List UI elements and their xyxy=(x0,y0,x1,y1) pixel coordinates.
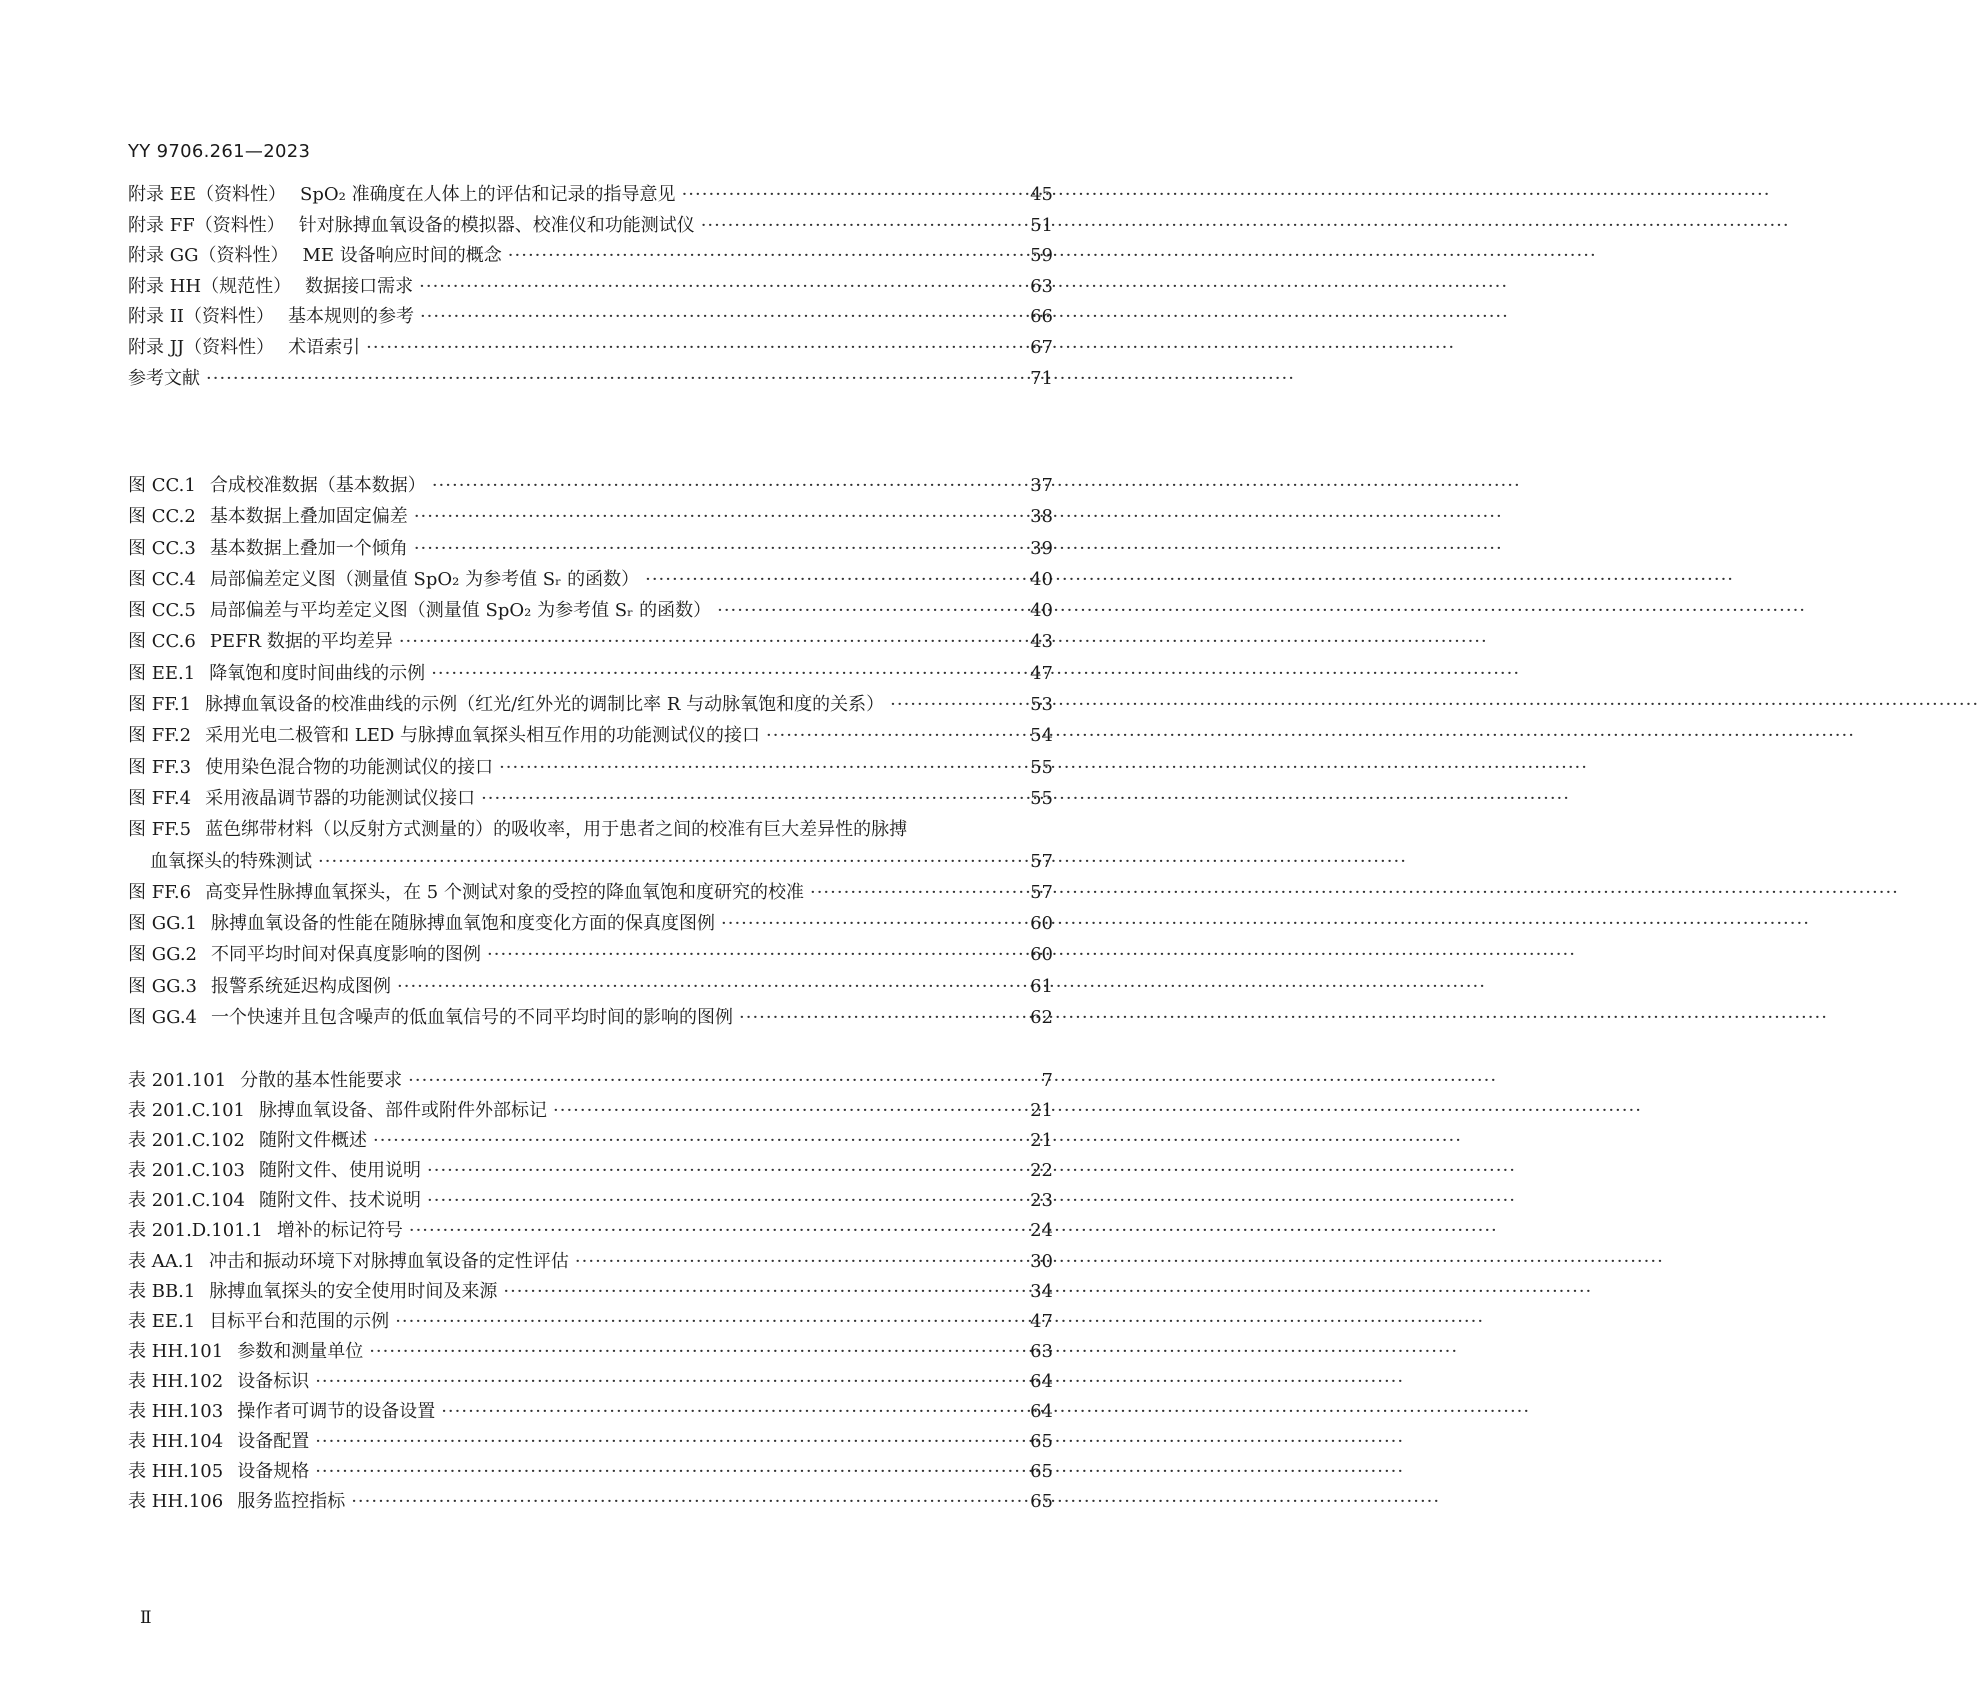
toc-entry-title: 局部偏差定义图（测量值 SpO₂ 为参考值 Sᵣ 的函数） xyxy=(209,568,640,590)
toc-entry-page: 60 xyxy=(1030,944,1053,966)
toc-entry-prefix: 表 HH.106 xyxy=(128,1491,224,1513)
toc-entry-page: 64 xyxy=(1030,1401,1053,1423)
toc-entry[interactable] xyxy=(128,211,1053,242)
toc-entry-page: 7 xyxy=(1041,1070,1053,1091)
toc-entry-title: 一个快速并且包含噪声的低血氧信号的不同平均时间的影响的图例 xyxy=(211,1007,734,1029)
toc-entry[interactable] xyxy=(128,1186,1053,1216)
toc-entry[interactable] xyxy=(128,1427,1053,1457)
dot-leader xyxy=(890,689,1024,720)
toc-entry[interactable] xyxy=(128,272,1053,303)
dot-leader xyxy=(553,1096,1024,1126)
toc-entry[interactable] xyxy=(128,908,1053,939)
toc-entry-prefix: 表 HH.101 xyxy=(128,1340,224,1362)
toc-entry-prefix: 参考文献 xyxy=(128,367,200,389)
toc-entry-title: 蓝色绑带材料（以反射方式测量的）的吸收率，用于患者之间的校准有巨大差异性的脉搏 xyxy=(205,819,908,841)
toc-entry-prefix: 图 GG.2 xyxy=(128,944,198,966)
toc-entry-title: PEFR 数据的平均差异 xyxy=(209,631,393,653)
toc-figures xyxy=(128,470,1053,1033)
toc-entry-page: 55 xyxy=(1030,756,1053,778)
toc-entry-title: 分散的基本性能要求 xyxy=(240,1070,403,1091)
toc-entry-title: 随附文件、使用说明 xyxy=(259,1160,422,1182)
toc-entry-prefix: 表 HH.104 xyxy=(128,1431,224,1453)
toc-entry-page: 53 xyxy=(1030,694,1053,716)
dot-leader xyxy=(645,564,1024,595)
dot-leader xyxy=(409,1216,1024,1246)
toc-entry-prefix: 附录 GG（资料性） xyxy=(128,245,289,267)
toc-entry-title: 不同平均时间对保真度影响的图例 xyxy=(211,944,482,966)
toc-entry-page: 62 xyxy=(1030,1007,1053,1029)
toc-entry[interactable] xyxy=(128,595,1053,626)
toc-entry[interactable] xyxy=(128,533,1053,564)
toc-entry-title: ME 设备响应时间的概念 xyxy=(302,245,502,267)
dot-leader xyxy=(487,939,1024,970)
toc-entry-prefix: 图 CC.6 xyxy=(128,631,196,653)
toc-entry[interactable] xyxy=(128,1397,1053,1427)
dot-leader xyxy=(682,180,1025,211)
toc-entry[interactable] xyxy=(128,302,1053,333)
toc-entry-page: 43 xyxy=(1030,631,1053,653)
toc-entry-continuation[interactable] xyxy=(128,846,1053,877)
toc-entry-prefix: 图 CC.3 xyxy=(128,537,196,559)
dot-leader xyxy=(366,333,1024,364)
toc-entry[interactable] xyxy=(128,783,1053,814)
toc-entry-title: 基本规则的参考 xyxy=(287,306,414,328)
dot-leader xyxy=(766,720,1024,751)
toc-entry-references[interactable] xyxy=(128,364,1053,395)
toc-entry-prefix: 图 FF.3 xyxy=(128,756,192,778)
dot-leader xyxy=(395,1307,1024,1337)
toc-entry-page: 66 xyxy=(1030,306,1053,328)
toc-entry[interactable] xyxy=(128,658,1053,689)
toc-entry-prefix: 图 FF.2 xyxy=(128,725,192,747)
toc-entry-prefix: 附录 HH（规范性） xyxy=(128,275,292,297)
toc-entry-page: 22 xyxy=(1030,1160,1053,1182)
toc-entry[interactable] xyxy=(128,241,1053,272)
toc-entry-prefix: 表 HH.103 xyxy=(128,1401,224,1423)
toc-entry-title: 冲击和振动环境下对脉搏血氧设备的定性评估 xyxy=(208,1250,569,1272)
dot-leader xyxy=(318,846,1024,877)
toc-entry-title: 设备标识 xyxy=(237,1370,310,1392)
toc-entry[interactable] xyxy=(128,1247,1053,1277)
toc-entry-page: 65 xyxy=(1030,1461,1053,1483)
toc-entry-page: 51 xyxy=(1030,214,1053,236)
toc-entry-page: 65 xyxy=(1030,1431,1053,1453)
toc-entry-title: 基本数据上叠加一个倾角 xyxy=(209,537,408,559)
dot-leader xyxy=(503,1277,1024,1307)
toc-entry-title-cont: 血氧探头的特殊测试 xyxy=(150,850,312,872)
toc-entry[interactable] xyxy=(128,1216,1053,1246)
dot-leader xyxy=(717,595,1024,626)
dot-leader xyxy=(315,1367,1024,1397)
toc-entry-prefix: 图 GG.4 xyxy=(128,1007,198,1029)
toc-appendices xyxy=(128,180,1053,394)
toc-entry-title: 高变异性脉搏血氧探头，在 5 个测试对象的受控的降血氧饱和度研究的校准 xyxy=(205,881,804,903)
dot-leader xyxy=(499,752,1024,783)
toc-entry-prefix: 图 FF.5 xyxy=(128,819,192,841)
toc-entry-title: 局部偏差与平均差定义图（测量值 SpO₂ 为参考值 Sᵣ 的函数） xyxy=(209,600,712,622)
toc-entry-prefix: 表 EE.1 xyxy=(128,1310,196,1332)
toc-entry-prefix: 表 HH.102 xyxy=(128,1370,224,1392)
toc-entry-page: 39 xyxy=(1030,537,1053,559)
toc-entry-title: 术语索引 xyxy=(288,336,361,358)
toc-entry-page: 61 xyxy=(1030,975,1053,997)
toc-entry[interactable] xyxy=(128,1277,1053,1307)
toc-entry[interactable] xyxy=(128,877,1053,908)
dot-leader xyxy=(373,1126,1024,1156)
toc-entry-title: 设备配置 xyxy=(237,1431,310,1453)
toc-entry-prefix: 表 201.101 xyxy=(128,1070,227,1091)
toc-entry[interactable] xyxy=(128,1337,1053,1367)
toc-entry-prefix: 表 HH.105 xyxy=(128,1461,224,1483)
toc-entry-page: 65 xyxy=(1030,1491,1053,1513)
toc-entry[interactable] xyxy=(128,501,1053,532)
toc-entry-title: 随附文件、技术说明 xyxy=(259,1190,422,1212)
dot-leader xyxy=(408,1066,1029,1096)
toc-entry-page: 71 xyxy=(1030,367,1053,389)
toc-entry-prefix: 图 CC.5 xyxy=(128,600,196,622)
toc-entry-multiline[interactable] xyxy=(128,814,1053,845)
toc-entry-title: 采用光电二极管和 LED 与脉搏血氧探头相互作用的功能测试仪的接口 xyxy=(205,725,761,747)
toc-entry-prefix: 图 FF.6 xyxy=(128,881,192,903)
dot-leader xyxy=(315,1457,1024,1487)
toc-entry-page: 21 xyxy=(1030,1130,1053,1152)
toc-entry-page: 40 xyxy=(1030,568,1053,590)
toc-entry-prefix: 表 201.D.101.1 xyxy=(128,1220,263,1242)
dot-leader xyxy=(481,783,1024,814)
dot-leader xyxy=(575,1247,1024,1277)
dot-leader xyxy=(414,533,1024,564)
toc-entry-page: 21 xyxy=(1030,1100,1053,1122)
toc-entry-title: 脉搏血氧设备的校准曲线的示例（红光/红外光的调制比率 R 与动脉氧饱和度的关系） xyxy=(205,694,885,716)
toc-entry-page: 67 xyxy=(1030,336,1053,358)
dot-leader xyxy=(399,626,1024,657)
dot-leader xyxy=(369,1337,1024,1367)
dot-leader xyxy=(721,908,1024,939)
dot-leader xyxy=(441,1397,1024,1427)
toc-entry[interactable] xyxy=(128,752,1053,783)
toc-entry-prefix: 附录 EE（资料性） xyxy=(128,184,287,205)
toc-entry[interactable] xyxy=(128,689,1053,720)
toc-entry[interactable] xyxy=(128,1156,1053,1186)
toc-entry[interactable] xyxy=(128,720,1053,751)
toc-entry-prefix: 图 GG.1 xyxy=(128,913,198,935)
toc-entry-prefix: 表 201.C.104 xyxy=(128,1190,246,1212)
dot-leader xyxy=(420,302,1024,333)
toc-entry-title: 降氧饱和度时间曲线的示例 xyxy=(209,662,426,684)
page-number: Ⅱ xyxy=(140,1608,152,1628)
toc-entry[interactable] xyxy=(128,564,1053,595)
toc-entry-prefix: 图 CC.2 xyxy=(128,506,196,528)
toc-entry-title: 随附文件概述 xyxy=(259,1130,368,1152)
toc-entry-page: 57 xyxy=(1030,881,1053,903)
toc-entry-title: 脉搏血氧设备、部件或附件外部标记 xyxy=(259,1100,548,1122)
toc-entry-title: SpO₂ 准确度在人体上的评估和记录的指导意见 xyxy=(300,184,676,205)
dot-leader xyxy=(397,971,1024,1002)
toc-entry[interactable] xyxy=(128,939,1053,970)
toc-entry-prefix: 图 CC.1 xyxy=(128,475,196,496)
toc-entry-prefix: 图 FF.1 xyxy=(128,694,192,716)
toc-entry-title: 基本数据上叠加固定偏差 xyxy=(209,506,408,528)
dot-leader xyxy=(419,272,1024,303)
toc-entry-page: 37 xyxy=(1030,475,1053,496)
toc-entry[interactable] xyxy=(128,1307,1053,1337)
toc-entry-page: 55 xyxy=(1030,787,1053,809)
toc-entry-page: 34 xyxy=(1030,1280,1053,1302)
toc-entry-page: 64 xyxy=(1030,1370,1053,1392)
dot-leader xyxy=(414,501,1024,532)
dot-leader xyxy=(427,1186,1024,1216)
toc-entry-prefix: 表 201.C.102 xyxy=(128,1130,246,1152)
toc-entry-title: 操作者可调节的设备设置 xyxy=(237,1401,436,1423)
toc-entry-title: 设备规格 xyxy=(237,1461,310,1483)
toc-entry-prefix: 图 GG.3 xyxy=(128,975,198,997)
toc-entry[interactable] xyxy=(128,1066,1053,1096)
toc-entry[interactable] xyxy=(128,470,1053,501)
document-id: YY 9706.261—2023 xyxy=(128,141,311,162)
toc-tables xyxy=(128,1066,1053,1517)
toc-entry[interactable] xyxy=(128,626,1053,657)
toc-entry-page: 57 xyxy=(1030,850,1053,872)
toc-entry-page: 59 xyxy=(1030,245,1053,267)
toc-entry[interactable] xyxy=(128,333,1053,364)
toc-entry-page: 40 xyxy=(1030,600,1053,622)
toc-entry-title: 使用染色混合物的功能测试仪的接口 xyxy=(205,756,494,778)
dot-leader xyxy=(315,1427,1024,1457)
dot-leader xyxy=(432,470,1024,501)
toc-entry-title: 脉搏血氧设备的性能在随脉搏血氧饱和度变化方面的保真度图例 xyxy=(211,913,716,935)
toc-entry-title: 采用液晶调节器的功能测试仪接口 xyxy=(205,787,476,809)
toc-entry-title: 脉搏血氧探头的安全使用时间及来源 xyxy=(209,1280,498,1302)
toc-entry-prefix: 图 CC.4 xyxy=(128,568,196,590)
toc-entry-page: 47 xyxy=(1030,1310,1053,1332)
toc-entry-prefix: 表 BB.1 xyxy=(128,1280,196,1302)
dot-leader xyxy=(427,1156,1024,1186)
dot-leader xyxy=(351,1487,1024,1517)
toc-entry-page: 30 xyxy=(1030,1250,1053,1272)
toc-entry-prefix: 附录 II（资料性） xyxy=(128,306,274,328)
toc-entry[interactable] xyxy=(128,1002,1053,1033)
toc-entry-prefix: 附录 FF（资料性） xyxy=(128,214,285,236)
toc-entry-prefix: 表 201.C.101 xyxy=(128,1100,246,1122)
toc-entry-title: 合成校准数据（基本数据） xyxy=(209,475,426,496)
dot-leader xyxy=(701,211,1024,242)
toc-entry-title: 目标平台和范围的示例 xyxy=(209,1310,390,1332)
dot-leader xyxy=(739,1002,1024,1033)
toc-entry-prefix: 附录 JJ（资料性） xyxy=(128,336,275,358)
toc-entry-page: 38 xyxy=(1030,506,1053,528)
dot-leader xyxy=(810,877,1024,908)
toc-entry[interactable] xyxy=(128,1126,1053,1156)
toc-entry[interactable] xyxy=(128,1487,1053,1517)
dot-leader xyxy=(206,364,1024,395)
dot-leader xyxy=(508,241,1024,272)
toc-entry[interactable] xyxy=(128,180,1053,211)
toc-entry-page: 23 xyxy=(1030,1190,1053,1212)
toc-entry[interactable] xyxy=(128,1096,1053,1126)
toc-entry-title: 报警系统延迟构成图例 xyxy=(211,975,392,997)
toc-entry-title: 增补的标记符号 xyxy=(276,1220,403,1242)
toc-entry-title: 服务监控指标 xyxy=(237,1491,346,1513)
toc-entry-prefix: 图 EE.1 xyxy=(128,662,196,684)
toc-entry-page: 63 xyxy=(1030,275,1053,297)
toc-entry-page: 45 xyxy=(1030,184,1053,205)
toc-entry-page: 60 xyxy=(1030,913,1053,935)
toc-entry-title: 数据接口需求 xyxy=(305,275,414,297)
toc-entry-title: 参数和测量单位 xyxy=(237,1340,364,1362)
toc-entry-prefix: 表 201.C.103 xyxy=(128,1160,246,1182)
toc-entry-title: 针对脉搏血氧设备的模拟器、校准仪和功能测试仪 xyxy=(298,214,695,236)
toc-entry-prefix: 图 FF.4 xyxy=(128,787,192,809)
toc-entry-page: 24 xyxy=(1030,1220,1053,1242)
toc-entry[interactable] xyxy=(128,1367,1053,1397)
toc-entry-prefix: 表 AA.1 xyxy=(128,1250,195,1272)
toc-entry[interactable] xyxy=(128,1457,1053,1487)
toc-entry-page: 63 xyxy=(1030,1340,1053,1362)
dot-leader xyxy=(431,658,1024,689)
toc-entry-page: 47 xyxy=(1030,662,1053,684)
toc-entry[interactable] xyxy=(128,971,1053,1002)
toc-entry-page: 54 xyxy=(1030,725,1053,747)
